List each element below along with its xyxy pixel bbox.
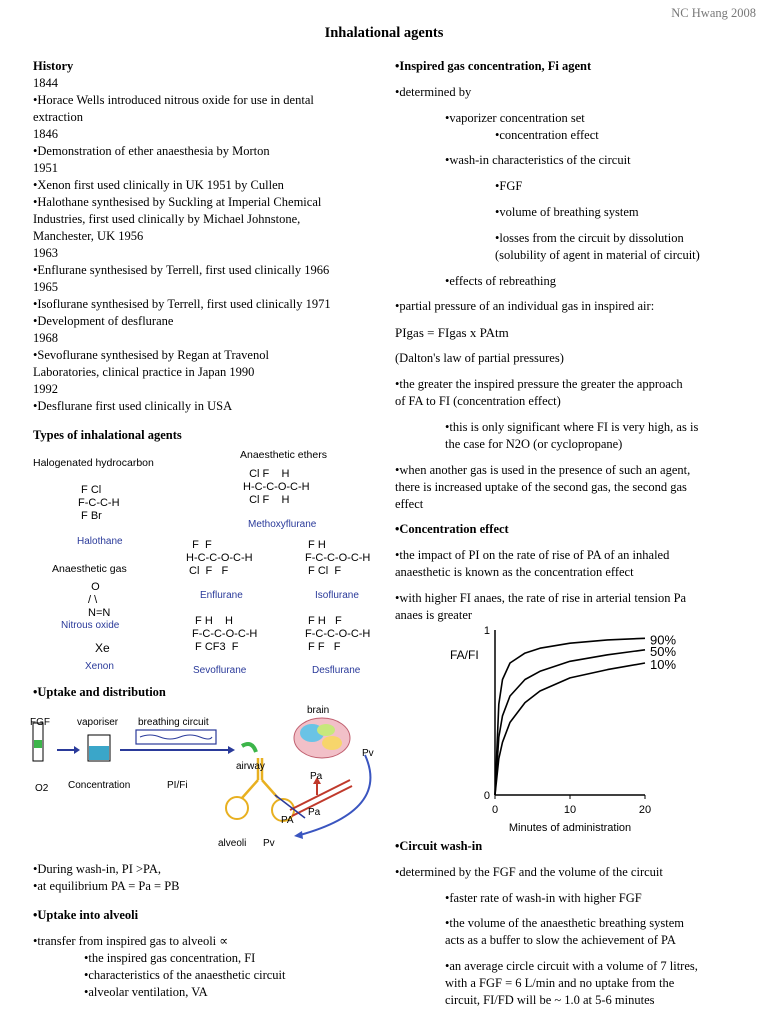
fgf-item: •FGF [495, 179, 523, 193]
history-line: 1951 [33, 161, 58, 175]
circuit-heading: •Circuit wash-in [395, 839, 483, 853]
isoflurane-structure: F H F-C-C-O-C-H F Cl F [305, 539, 371, 577]
x-tick-label: 0 [491, 804, 499, 816]
greater-line: •the greater the inspired pressure the greater the approach [395, 377, 683, 391]
ethers-label: Anaesthetic ethers [240, 449, 327, 461]
pa-arterial-label: Pa [308, 807, 321, 818]
o2-label: O2 [35, 783, 49, 794]
breathing-circuit-label: breathing circuit [138, 717, 209, 728]
series-label-50pct: 50% [650, 643, 677, 659]
alveoli-item: •the inspired gas concentration, FI [84, 951, 256, 965]
only-line: •this is only significant where FI is very high, as is [445, 420, 699, 434]
right-column [395, 0, 765, 1024]
pa-brain-label: Pa [310, 771, 323, 782]
desflurane-structure: F H F F-C-C-O-C-H F F F [305, 615, 371, 653]
history-lines [33, 75, 393, 415]
history-line: 1968 [33, 331, 58, 345]
brain-label: brain [307, 705, 330, 716]
history-line: Manchester, UK 1956 [33, 229, 144, 243]
higher-line-cont: anaes is greater [395, 608, 473, 622]
fi-heading: •Inspired gas concentration, Fi agent [395, 59, 592, 73]
halogenated-label: Halogenated hydrocarbon [33, 457, 154, 469]
dalton-note: (Dalton's law of partial pressures) [395, 351, 564, 365]
history-line: •Desflurane first used clinically in USA [33, 399, 233, 413]
alveoli-section [33, 933, 393, 1001]
y-tick-label: 0 [483, 790, 490, 802]
history-line: Industries, first used clinically by Michael Johnstone, [33, 212, 301, 226]
xenon-name: Xenon [85, 661, 114, 672]
nitrous-structure: O / \ N=N [88, 581, 111, 619]
xenon-symbol: Xe [95, 641, 110, 655]
history-line: extraction [33, 110, 83, 124]
formula: PIgas = FIgas x PAtm [395, 325, 509, 340]
average-line-3: circuit, FI/FD will be ~ 1.0 at 5-6 minutes [445, 993, 655, 1007]
history-line: •Xenon first used clinically in UK 1951 by Cullen [33, 178, 284, 192]
concentration-label: Concentration [68, 780, 131, 791]
alveoli-item: •alveolar ventilation, VA [84, 985, 208, 999]
impact-line: •the impact of PI on the rate of rise of PA of an inhaled [395, 548, 670, 562]
history-line: •Halothane synthesised by Suckling at Imperial Chemical [33, 195, 322, 209]
alveoli-label: alveoli [218, 838, 247, 849]
pi-fi-label: PI/Fi [167, 780, 188, 791]
x-tick-label: 20 [638, 804, 652, 816]
history-line: •Isoflurane synthesised by Terrell, first used clinically 1971 [33, 297, 331, 311]
methoxyflurane-structure: Cl F H H-C-C-O-C-H Cl F H [243, 468, 310, 506]
rebreathing-item: •effects of rebreathing [445, 274, 557, 288]
author-credit: NC Hwang 2008 [671, 6, 756, 20]
y-axis-label: FA/FI [450, 647, 479, 662]
enflurane-name: Enflurane [200, 590, 243, 601]
losses-item-cont: (solubility of agent in material of circuit) [495, 248, 700, 262]
uptake-diagram [30, 700, 380, 850]
average-line-2: with a FGF = 6 L/min and no uptake from the [445, 976, 675, 990]
enflurane-structure: F F H-C-C-O-C-H Cl F F [186, 539, 253, 577]
fa-fi-chart [450, 620, 750, 842]
fgf-label: FGF [30, 717, 50, 728]
history-line: 1965 [33, 280, 58, 294]
higher-line: •with higher FI anaes, the rate of rise in arterial tension Pa [395, 591, 687, 605]
history-line: •Enflurane synthesised by Terrell, first used clinically 1966 [33, 263, 330, 277]
gas-label: Anaesthetic gas [52, 563, 127, 575]
airway-label: airway [236, 761, 265, 772]
faster-line: •faster rate of wash-in with higher FGF [445, 891, 642, 905]
history-line: 1844 [33, 76, 58, 90]
history-line: •Horace Wells introduced nitrous oxide for use in dental [33, 93, 314, 107]
history-section [33, 58, 393, 415]
history-line: 1963 [33, 246, 58, 260]
greater-line-cont: of FA to FI (concentration effect) [395, 394, 561, 408]
only-line-cont: the case for N2O (or cyclopropane) [445, 437, 623, 451]
equilibrium-note: •at equilibrium PA = Pa = PB [33, 879, 180, 893]
x-axis-label: Minutes of administration [508, 822, 632, 834]
volume-line: •the volume of the anaesthetic breathing system [445, 916, 685, 930]
sevoflurane-structure: F H H F-C-C-O-C-H F CF3 F [192, 615, 258, 653]
when-line-2: there is increased uptake of the second gas, the second gas [395, 480, 687, 494]
vaporiser-label: vaporiser [77, 717, 119, 728]
circuit-determined: •determined by the FGF and the volume of the circuit [395, 865, 663, 879]
determined-by: •determined by [395, 85, 472, 99]
when-line-3: effect [395, 497, 424, 511]
losses-item: •losses from the circuit by dissolution [495, 231, 684, 245]
partial-pressure: •partial pressure of an individual gas in inspired air: [395, 299, 655, 313]
conc-effect-heading: •Concentration effect [395, 522, 509, 536]
desflurane-name: Desflurane [312, 665, 361, 676]
uptake-heading: •Uptake and distribution [33, 685, 166, 699]
types-heading: Types of inhalational agents [33, 428, 182, 442]
methoxyflurane-name: Methoxyflurane [248, 519, 317, 530]
uptake-notes [33, 861, 393, 895]
alveoli-intro: •transfer from inspired gas to alveoli ∝ [33, 934, 229, 948]
x-tick-label: 10 [563, 804, 577, 816]
chart-svg [450, 620, 750, 842]
halothane-structure: F Cl F-C-C-H F Br [78, 484, 120, 522]
vaporizer-item: •vaporizer concentration set [445, 111, 585, 125]
history-line: 1992 [33, 382, 58, 396]
when-line: •when another gas is used in the presence of such an agent, [395, 463, 691, 477]
history-line: •Sevoflurane synthesised by Regan at Travenol [33, 348, 269, 362]
sevoflurane-name: Sevoflurane [193, 665, 247, 676]
impact-line-cont: anaesthetic is known as the concentration effect [395, 565, 634, 579]
history-line: •Development of desflurane [33, 314, 174, 328]
series-line-10pct [495, 663, 645, 795]
history-line: Laboratories, clinical practice in Japan 1990 [33, 365, 255, 379]
pv-brain-label: Pv [362, 748, 374, 759]
washin-item: •wash-in characteristics of the circuit [445, 153, 631, 167]
average-line: •an average circle circuit with a volume of 7 litres, [445, 959, 698, 973]
history-line: 1846 [33, 127, 58, 141]
pa-alveolar-label: PA [281, 815, 294, 826]
history-line: •Demonstration of ether anaesthesia by Morton [33, 144, 270, 158]
nitrous-name: Nitrous oxide [61, 620, 120, 631]
conc-effect-sub: •concentration effect [495, 128, 599, 142]
alveoli-heading: •Uptake into alveoli [33, 908, 139, 922]
isoflurane-name: Isoflurane [315, 590, 359, 601]
alveoli-item: •characteristics of the anaesthetic circuit [84, 968, 286, 982]
pv-label: Pv [263, 838, 275, 849]
series-label-90pct: 90% [650, 632, 677, 648]
y-tick-label: 1 [483, 625, 490, 637]
series-line-50pct [495, 650, 645, 795]
volume-line-cont: acts as a buffer to slow the achievement of PA [445, 933, 676, 947]
page-title: Inhalational agents [324, 25, 444, 41]
series-label-10pct: 10% [650, 657, 677, 672]
halothane-name: Halothane [77, 536, 123, 547]
washin-note: •During wash-in, PI >PA, [33, 862, 161, 876]
history-heading: History [33, 59, 74, 73]
volume-item: •volume of breathing system [495, 205, 639, 219]
